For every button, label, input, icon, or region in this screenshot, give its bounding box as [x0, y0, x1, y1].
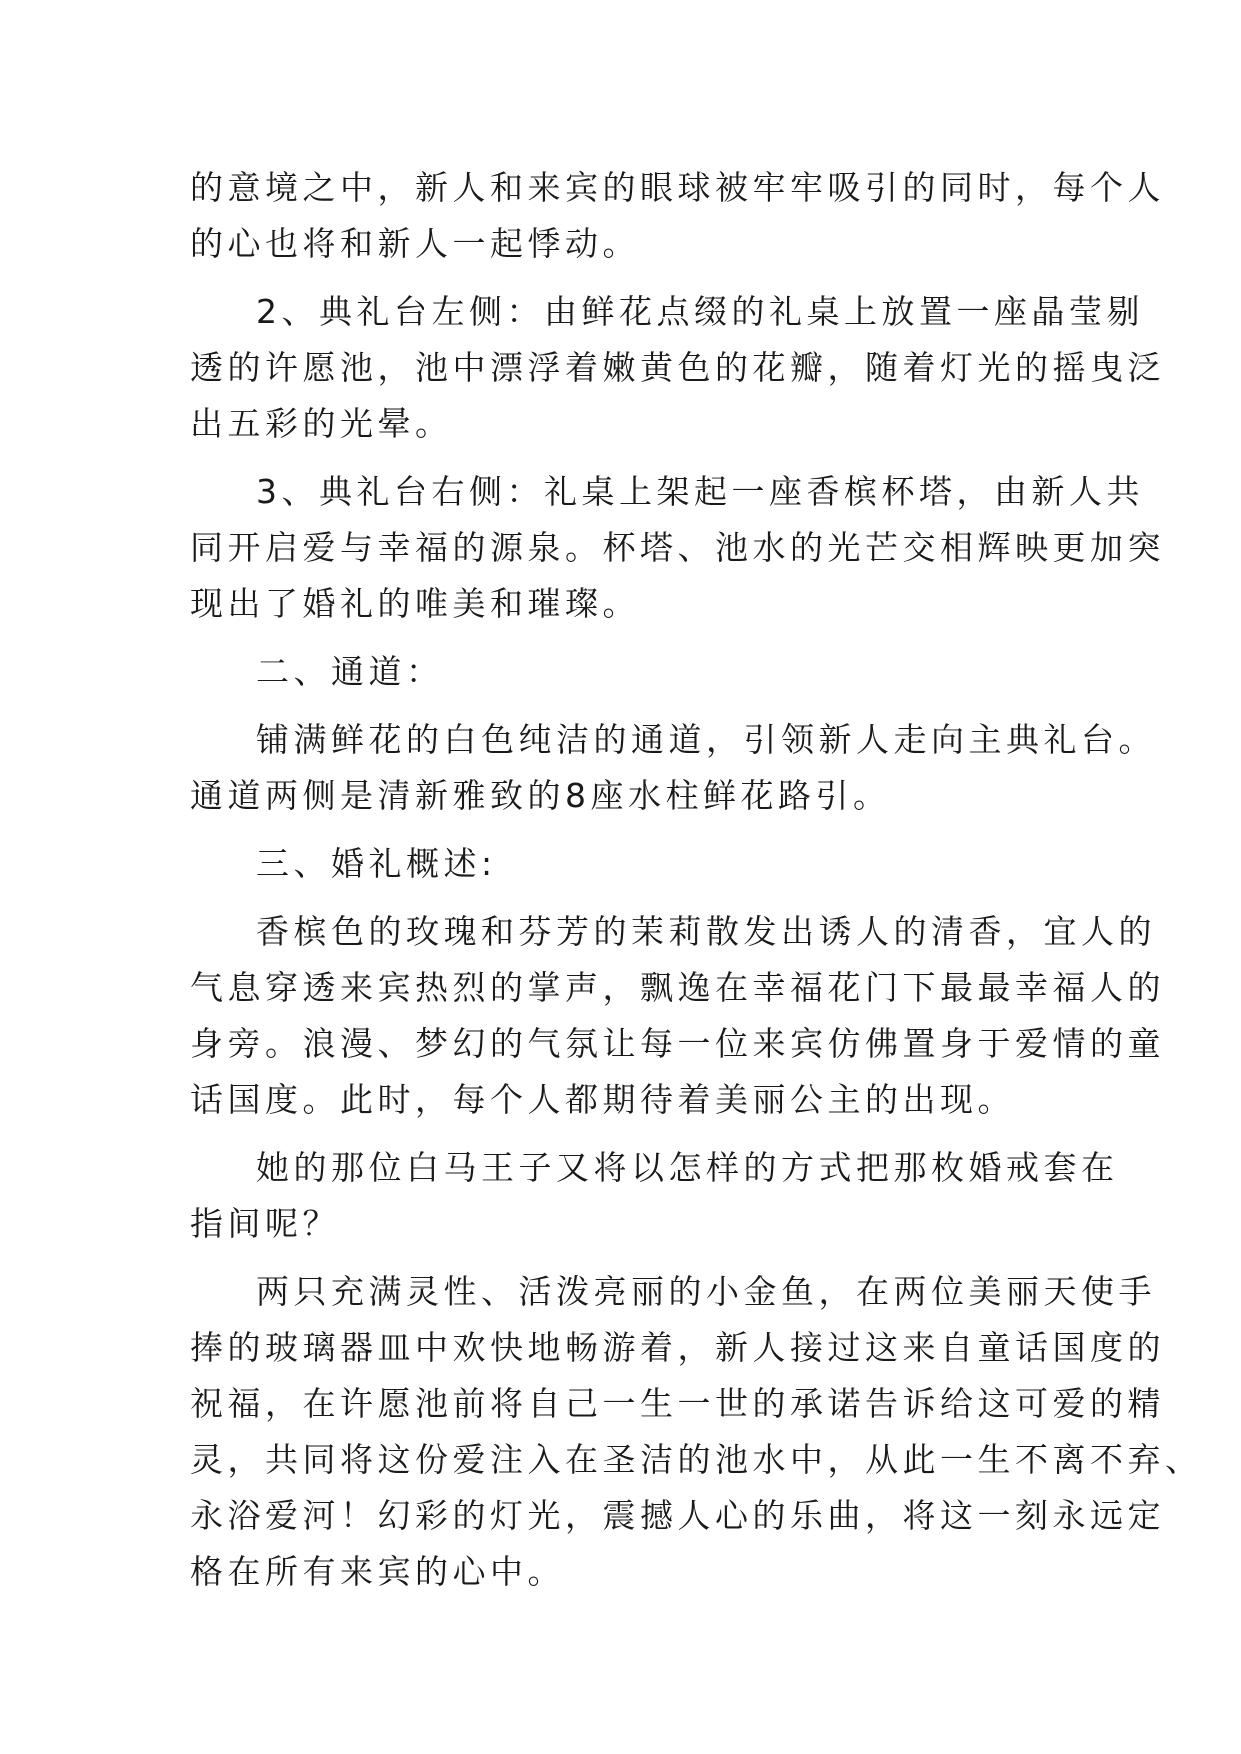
text-line: 3、典礼台右侧：礼桌上架起一座香槟杯塔，由新人共	[256, 472, 1144, 511]
document-body	[190, 160, 1203, 1600]
text-line: 香槟色的玫瑰和芬芳的茉莉散发出诱人的清香，宜人的	[256, 912, 1156, 951]
text-line: 灵，共同将这份爱注入在圣洁的池水中，从此一生不离不弃、	[190, 1440, 1203, 1479]
text-line: 透的许愿池，池中漂浮着嫩黄色的花瓣，随着灯光的摇曳泛	[190, 348, 1165, 387]
text-line: 二、通道：	[256, 652, 444, 691]
text-line: 现出了婚礼的唯美和璀璨。	[190, 584, 640, 623]
text-line: 她的那位白马王子又将以怎样的方式把那枚婚戒套在	[256, 1148, 1119, 1187]
text-line: 身旁。浪漫、梦幻的气氛让每一位来宾仿佛置身于爱情的童	[190, 1024, 1165, 1063]
text-line: 格在所有来宾的心中。	[190, 1552, 565, 1591]
text-line: 通道两侧是清新雅致的8座水柱鲜花路引。	[190, 776, 891, 815]
text-line: 捧的玻璃器皿中欢快地畅游着，新人接过这来自童话国度的	[190, 1328, 1165, 1367]
text-line: 指间呢？	[190, 1204, 340, 1243]
text-line: 2、典礼台左侧：由鲜花点缀的礼桌上放置一座晶莹剔	[256, 292, 1144, 331]
text-line: 三、婚礼概述:	[256, 844, 497, 883]
text-line: 同开启爱与幸福的源泉。杯塔、池水的光芒交相辉映更加突	[190, 528, 1165, 567]
text-line: 永浴爱河！幻彩的灯光，震撼人心的乐曲，将这一刻永远定	[190, 1496, 1165, 1535]
text-line: 的意境之中，新人和来宾的眼球被牢牢吸引的同时，每个人	[190, 168, 1165, 207]
text-line: 铺满鲜花的白色纯洁的通道，引领新人走向主典礼台。	[256, 720, 1156, 759]
text-line: 的心也将和新人一起悸动。	[190, 224, 640, 263]
text-line: 气息穿透来宾热烈的掌声，飘逸在幸福花门下最最幸福人的	[190, 968, 1165, 1007]
text-line: 两只充满灵性、活泼亮丽的小金鱼，在两位美丽天使手	[256, 1272, 1156, 1311]
text-line: 祝福，在许愿池前将自己一生一世的承诺告诉给这可爱的精	[190, 1384, 1165, 1423]
text-line: 出五彩的光晕。	[190, 404, 453, 443]
text-line: 话国度。此时，每个人都期待着美丽公主的出现。	[190, 1080, 1015, 1119]
